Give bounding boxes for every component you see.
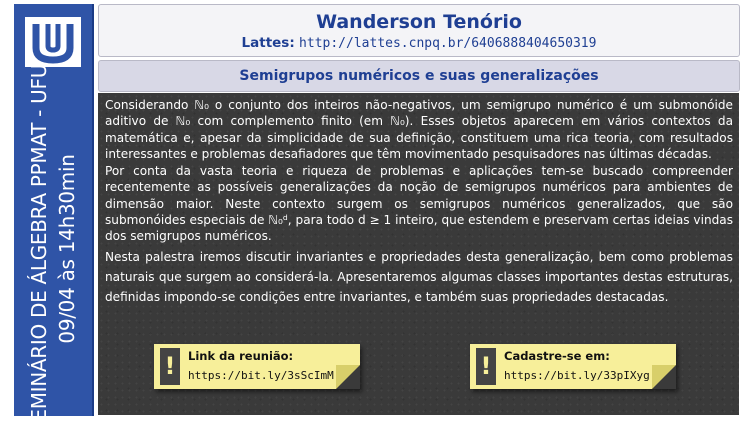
- speaker-name: Wanderson Tenório: [316, 11, 522, 33]
- abstract-paragraph-3: Nesta palestra iremos discutir invariantes e propriedades desta generalização, bem como problemas naturais que surgem ao considerá-la. Apresentaremos algumas classes importantes destas estruturas, definidas impondo-se condições entre invariantes, e também suas propriedades destacadas.: [105, 249, 733, 304]
- lattes-label: Lattes:: [241, 35, 295, 51]
- talk-title: Semigrupos numéricos e suas generalizações: [98, 60, 740, 92]
- exclamation-icon: !: [160, 348, 180, 385]
- lattes-link[interactable]: http://lattes.cnpq.br/6406888404650319: [299, 36, 597, 51]
- seminar-banner: [17, 63, 89, 434]
- speaker-header: [98, 4, 740, 57]
- registration-label: Cadastre-se em:: [504, 349, 610, 363]
- page-fold: [652, 365, 676, 389]
- seminar-title: SEMINÁRIO DE ÁLGEBRA PPMAT - UFU: [27, 63, 51, 434]
- meeting-link-note: [154, 344, 360, 389]
- lattes-line: [99, 34, 739, 53]
- registration-link[interactable]: https://bit.ly/33pIXyg: [504, 369, 650, 382]
- meeting-link-label: Link da reunião:: [188, 349, 294, 363]
- page-fold: [336, 365, 360, 389]
- abstract-paragraph-1: Considerando ℕ₀ o conjunto dos inteiros não-negativos, um semigrupo numérico é um submonóide aditivo de ℕ₀ com complemento finito (em ℕ₀). Esses objetos aparecem em vários contextos da matemática e, apesar da simplicidade de sua definição, constituem uma rica teoria, com resultados interessantes e problemas desafiadores que têm movimentado pesquisadores nas últimas décadas.: [105, 98, 733, 161]
- meeting-link[interactable]: https://bit.ly/3sScImM: [188, 369, 334, 382]
- abstract-paragraph-2: Por conta da vasta teoria e riqueza de problemas e aplicações tem-se buscado compreender recentemente as possíveis generalizações da noção de semigrupos numéricos para ambientes de dimensão maior. Neste contexto surgem os semigrupos numéricos generalizados, que são submonóides especiais de ℕ₀ᵈ, para todo d ≥ 1 inteiro, que estendem e preservam certas ideias vindas dos semigrupos numéricos.: [105, 164, 733, 244]
- sidebar: [14, 4, 94, 434]
- seminar-date: 09/04 às 14h30min: [55, 154, 79, 344]
- registration-note: [470, 344, 676, 389]
- exclamation-icon: !: [476, 348, 496, 385]
- abstract: [105, 97, 733, 308]
- abstract-board: [98, 93, 739, 415]
